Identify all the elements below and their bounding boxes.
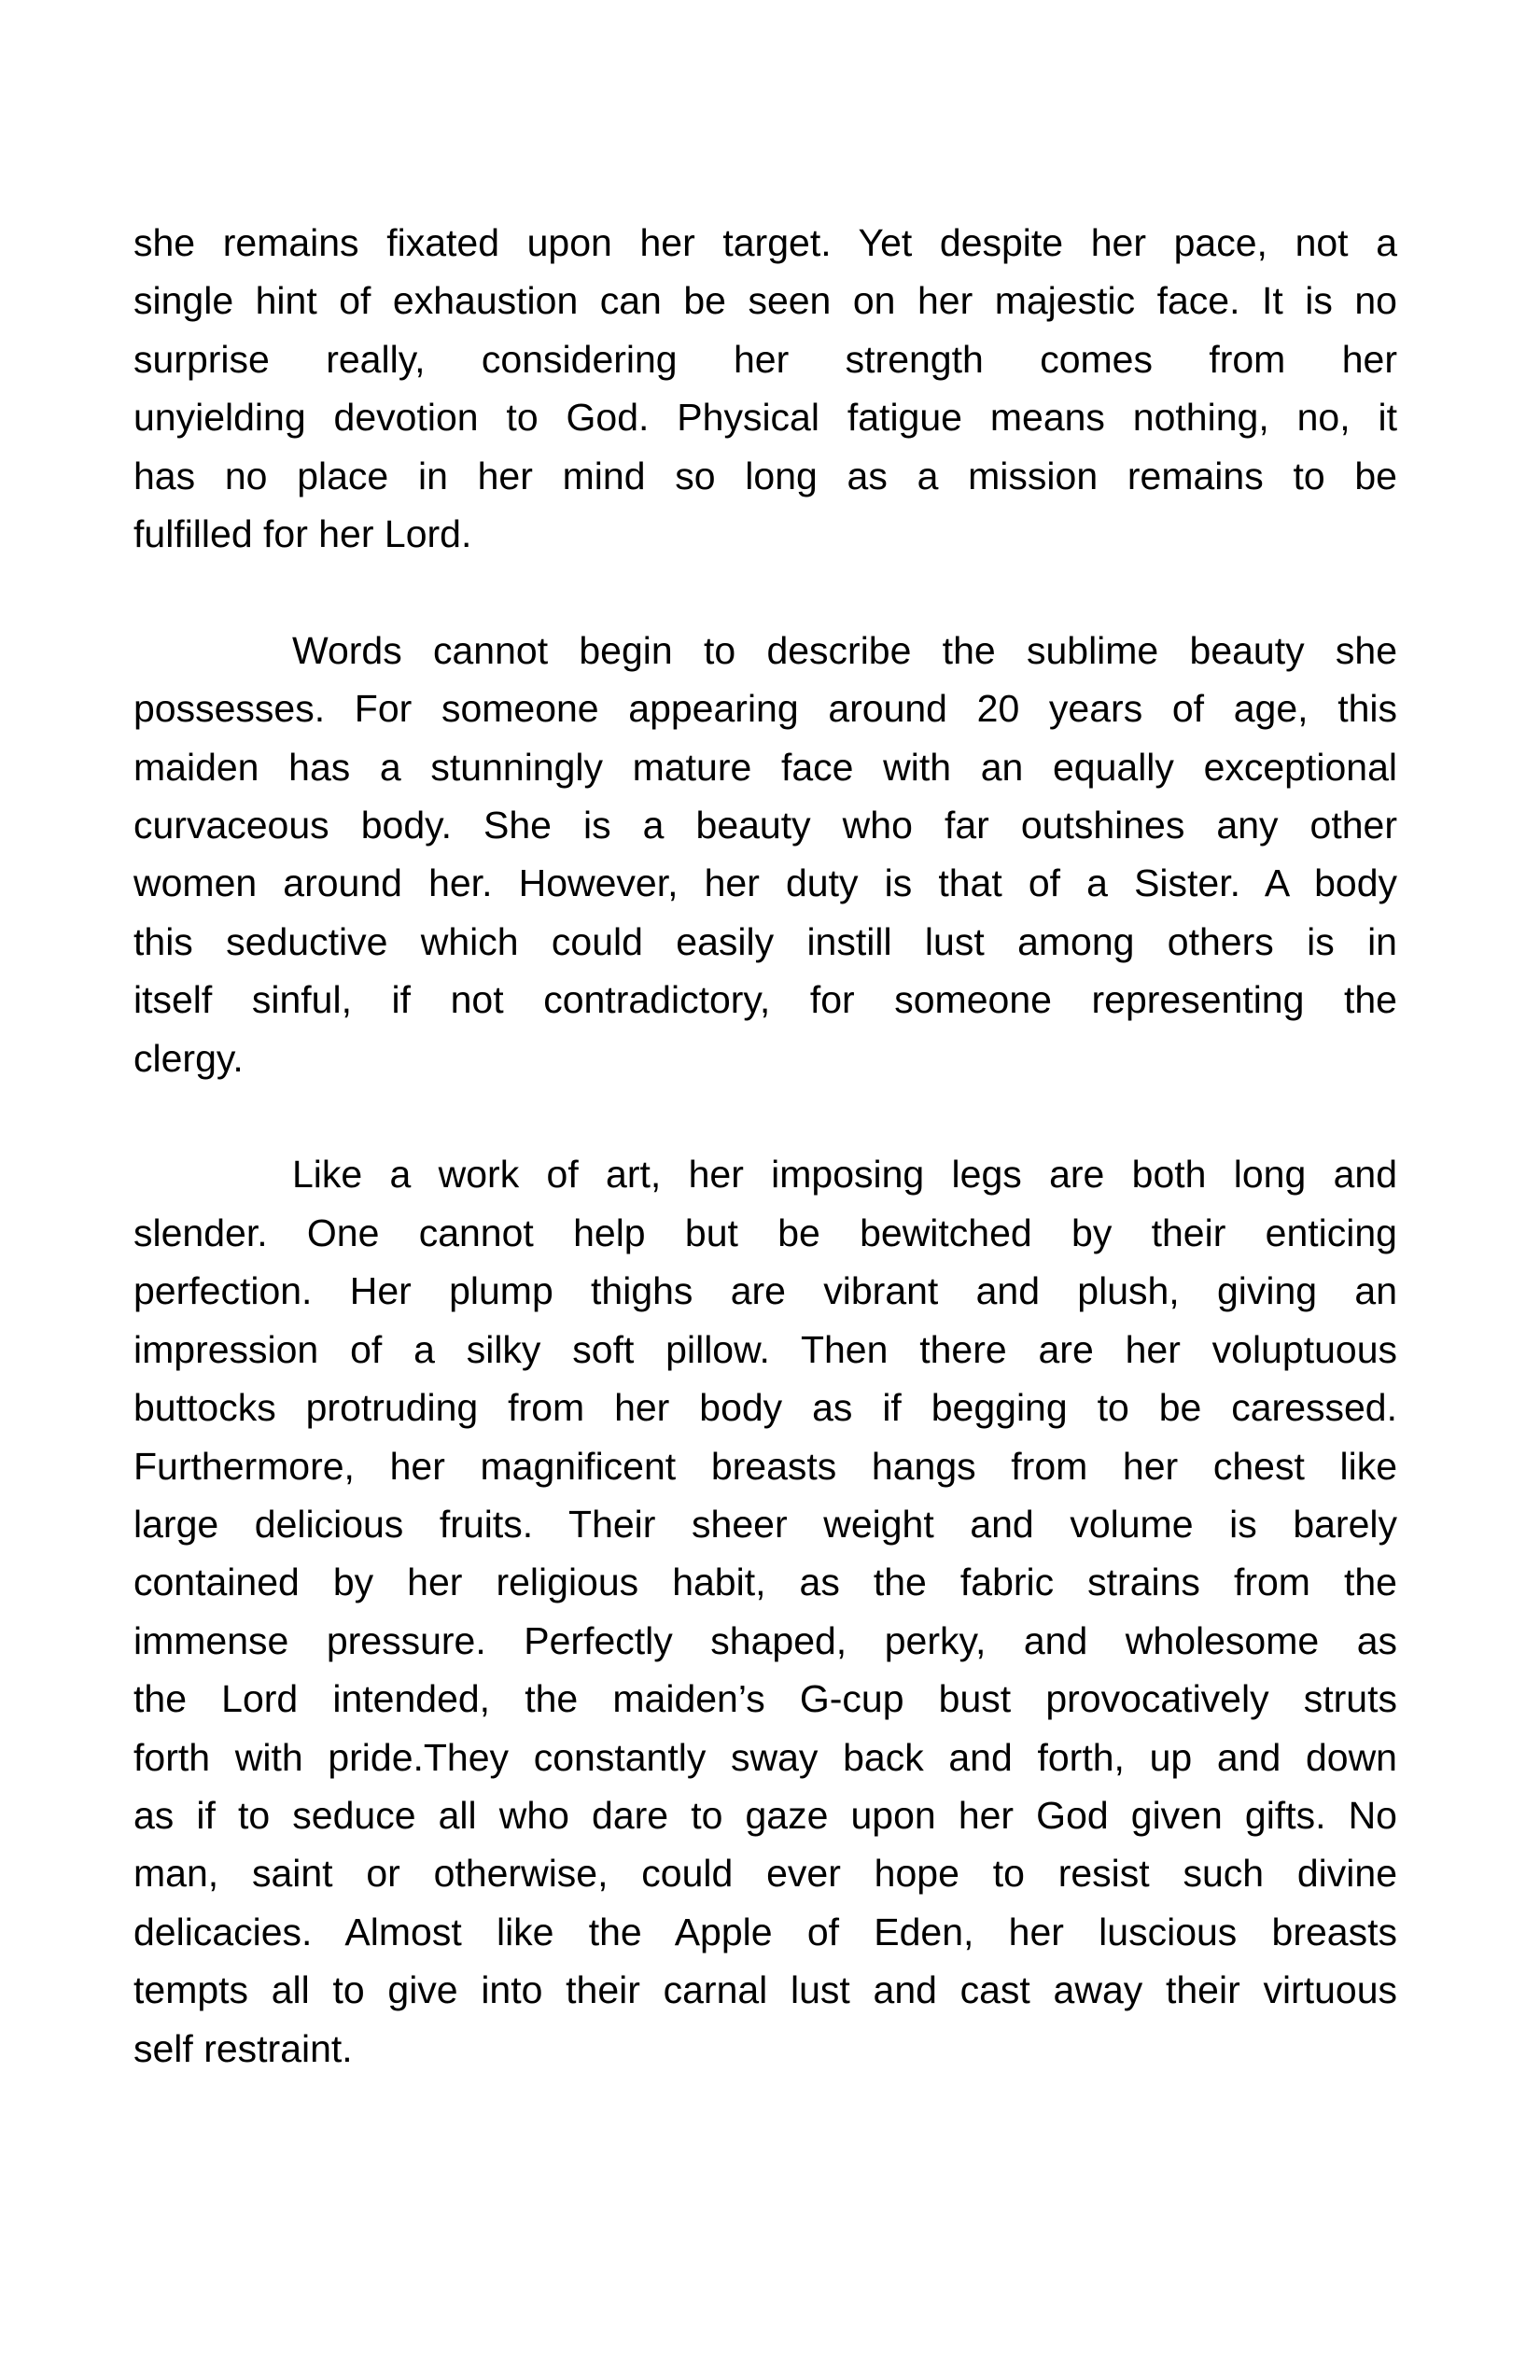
text-line: perfection. Her plump thighs are vibrant and plush, giving an <box>133 1269 1397 1313</box>
text-line: self restraint. <box>133 2026 353 2070</box>
paragraph-1 <box>133 214 1397 563</box>
paragraph-2 <box>133 622 1397 1087</box>
text-line: unyielding devotion to God. Physical fatigue means nothing, no, it <box>133 396 1397 440</box>
text-line: slender. One cannot help but be bewitched by their enticing <box>133 1211 1397 1254</box>
text-block <box>133 214 1397 2078</box>
text-line: clergy. <box>133 1036 244 1080</box>
text-line: this seductive which could easily instill lust among others is in <box>133 919 1397 963</box>
text-line: contained by her religious habit, as the fabric strains from the <box>133 1561 1397 1604</box>
text-line: man, saint or otherwise, could ever hope to resist such divine <box>133 1852 1397 1896</box>
text-line: maiden has a stunningly mature face with an equally exceptional <box>133 745 1397 789</box>
paragraph-3 <box>133 1145 1397 2078</box>
text-line: Words cannot begin to describe the sublime beauty she <box>292 628 1397 672</box>
text-line: women around her. However, her duty is that of a Sister. A body <box>133 861 1397 905</box>
text-line: as if to seduce all who dare to gaze upon her God given gifts. No <box>133 1793 1397 1837</box>
text-line: large delicious fruits. Their sheer weight and volume is barely <box>133 1502 1397 1546</box>
text-line: delicacies. Almost like the Apple of Eden, her luscious breasts <box>133 1910 1397 1953</box>
text-line: buttocks protruding from her body as if begging to be caressed. <box>133 1386 1397 1430</box>
text-line: Like a work of art, her imposing legs are both long and <box>292 1153 1397 1197</box>
text-line: itself sinful, if not contradictory, for someone representing the <box>133 978 1397 1022</box>
text-line: forth with pride.They constantly sway back and forth, up and down <box>133 1735 1397 1779</box>
text-line: fulfilled for her Lord. <box>133 512 472 556</box>
text-line: tempts all to give into their carnal lust and cast away their virtuous <box>133 1968 1397 2012</box>
text-line: impression of a silky soft pillow. Then there are her voluptuous <box>133 1327 1397 1371</box>
text-line: Furthermore, her magnificent breasts hangs from her chest like <box>133 1444 1397 1488</box>
text-line: she remains fixated upon her target. Yet despite her pace, not a <box>133 221 1397 264</box>
text-line: has no place in her mind so long as a mission remains to be <box>133 454 1397 497</box>
text-line: immense pressure. Perfectly shaped, perky, and wholesome as <box>133 1618 1397 1662</box>
text-line: single hint of exhaustion can be seen on her majestic face. It is no <box>133 279 1397 323</box>
text-line: surprise really, considering her strength comes from her <box>133 337 1397 381</box>
text-line: possesses. For someone appearing around 20 years of age, this <box>133 687 1397 731</box>
text-line: the Lord intended, the maiden’s G-cup bust provocatively struts <box>133 1677 1397 1721</box>
text-line: curvaceous body. She is a beauty who far outshines any other <box>133 804 1397 847</box>
